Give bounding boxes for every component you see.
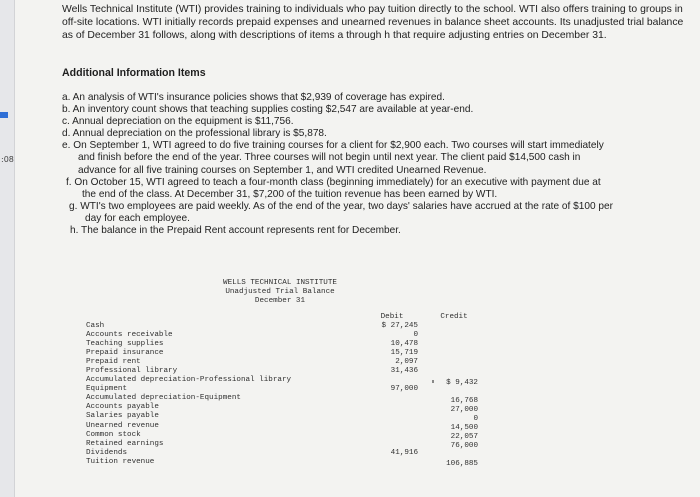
- credit-amounts-column: [424, 379, 478, 469]
- item-f: f. On October 15, WTI agreed to teach a four-month class (beginning immediately) for an executive with payment due at the end of the class. At December 31, $7,200 of the tuition revenue has been earned by WTI.: [66, 176, 601, 200]
- debit-column-header: Debit: [380, 313, 404, 321]
- debit-amount: 0: [413, 331, 418, 340]
- account-name: Accumulated depreciation-Equipment: [86, 394, 241, 403]
- account-names-column: [86, 322, 291, 467]
- credit-amount: 22,057: [450, 433, 478, 442]
- credit-amount: 106,885: [446, 460, 478, 469]
- account-name: Accounts receivable: [86, 331, 173, 340]
- account-name: Equipment: [86, 385, 128, 394]
- credit-amount: $ 9,432: [446, 379, 478, 387]
- account-name: Professional library: [86, 367, 178, 376]
- timer-label: :08: [1, 155, 14, 164]
- debit-amount: 2,097: [395, 358, 418, 367]
- debit-amount: [362, 412, 418, 421]
- statement-title: Unadjusted Trial Balance: [225, 287, 335, 296]
- account-name: Salaries payable: [86, 412, 159, 421]
- debit-amount: [362, 376, 418, 385]
- debit-amount: $ 27,245: [381, 322, 418, 330]
- account-name: Accounts payable: [86, 403, 159, 412]
- left-panel-strip: [0, 0, 15, 497]
- debit-amount: [362, 440, 418, 449]
- account-name: Tuition revenue: [86, 457, 155, 466]
- debit-amount: [362, 458, 418, 467]
- company-name: WELLS TECHNICAL INSTITUTE: [223, 279, 337, 287]
- account-name: Retained earnings: [86, 439, 164, 448]
- account-name: Accumulated depreciation-Professional library: [86, 376, 292, 385]
- debit-amount: [362, 422, 418, 431]
- debit-amount: [362, 431, 418, 440]
- problem-page: [50, 0, 695, 497]
- trial-balance-table: [72, 279, 482, 491]
- account-name: Prepaid rent: [86, 358, 141, 367]
- debit-amounts-column: [362, 322, 418, 467]
- credit-amount: 16,768: [450, 397, 478, 406]
- statement-date: December 31: [254, 296, 306, 305]
- item-a: a. An analysis of WTI's insurance policies shows that $2,939 of coverage has expired.: [62, 92, 445, 103]
- trial-balance-header: [210, 279, 350, 305]
- credit-amount: [424, 388, 478, 397]
- debit-amount: [362, 394, 418, 403]
- item-e: e. On September 1, WTI agreed to do five training courses for a client for $2,900 each. Two courses will start immediately and finish before the end of the year. Three courses will not begin until next year. The client paid $14,500 cash in advance for all five training courses on September 1, and WTI credited Unearned Revenue.: [62, 140, 604, 176]
- debit-amount: 10,478: [390, 340, 418, 349]
- item-b: b. An inventory count shows that teaching supplies costing $2,547 are available at year-end.: [62, 104, 474, 116]
- account-name: Prepaid insurance: [86, 349, 164, 358]
- credit-amount: [424, 451, 478, 460]
- credit-amount: 27,000: [450, 406, 478, 415]
- account-name: Common stock: [86, 430, 141, 439]
- debit-amount: 15,719: [390, 349, 418, 358]
- additional-items-list: [62, 92, 692, 237]
- account-name: Teaching supplies: [86, 340, 164, 349]
- item-h: h. The balance in the Prepaid Rent account represents rent for December.: [70, 225, 401, 237]
- credit-column-header: Credit: [440, 313, 468, 321]
- section-title: Additional Information Items: [62, 67, 206, 79]
- account-name: Unearned revenue: [86, 421, 159, 430]
- item-c: c. Annual depreciation on the equipment is $11,756.: [62, 116, 294, 128]
- debit-amount: 97,000: [390, 385, 418, 394]
- item-g: g. WTI's two employees are paid weekly. As of the end of the year, two days' salaries have accrued at the rate of $100 per day for each employee.: [69, 200, 613, 224]
- credit-amount: 14,500: [450, 424, 478, 433]
- account-name: Dividends: [86, 448, 128, 457]
- problem-intro: Wells Technical Institute (WTI) provides training to individuals who pay tuition directly to the school. WTI also offers training to groups in off-site locations. WTI initially records prepaid expenses and unearned revenues in balance sheet accounts. Its unadjusted trial balance as of December 31 follows, along with descriptions of items a through h that require adjusting entries on December 31.: [62, 4, 684, 42]
- debit-amount: [362, 403, 418, 412]
- credit-amount: 76,000: [450, 442, 478, 451]
- item-d: d. Annual depreciation on the professional library is $5,878.: [62, 128, 327, 140]
- account-name: Cash: [86, 322, 105, 330]
- debit-amount: 41,916: [390, 448, 418, 457]
- debit-amount: 31,436: [390, 367, 418, 376]
- credit-amount: 0: [473, 415, 478, 424]
- progress-marker: [0, 112, 8, 118]
